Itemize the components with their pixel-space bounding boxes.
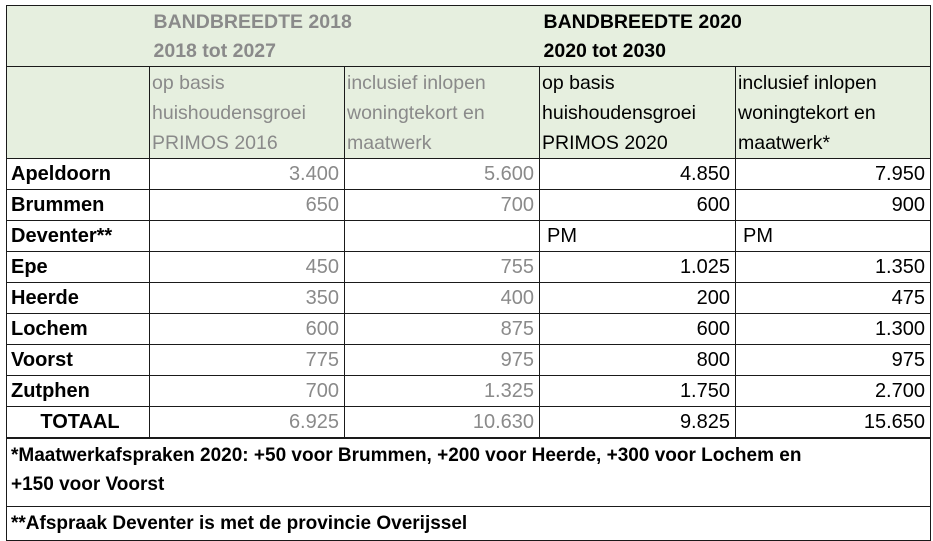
header-sub-c bbox=[540, 67, 736, 159]
sub-c-line1: op basis bbox=[542, 72, 615, 94]
value-2020-basis: 600 bbox=[540, 314, 736, 345]
table-row bbox=[7, 345, 931, 376]
table-row bbox=[7, 376, 931, 407]
value-2018-basis: 700 bbox=[150, 376, 345, 407]
value-2018-basis: 450 bbox=[150, 252, 345, 283]
table-row bbox=[7, 221, 931, 252]
value-2020-inclusief: 975 bbox=[736, 345, 931, 376]
value-2020-inclusief: 2.700 bbox=[736, 376, 931, 407]
bandbreedte-table bbox=[6, 5, 931, 541]
sub-d-line3: maatwerk* bbox=[738, 132, 831, 154]
value-2018-inclusief: 975 bbox=[345, 345, 540, 376]
sub-a-line1: op basis bbox=[152, 72, 225, 94]
value-2018-basis: 650 bbox=[150, 190, 345, 221]
value-2020-inclusief: 900 bbox=[736, 190, 931, 221]
value-2020-inclusief: 475 bbox=[736, 283, 931, 314]
value-2020-basis: 800 bbox=[540, 345, 736, 376]
value-2020-basis: 1.025 bbox=[540, 252, 736, 283]
sub-c-line3: PRIMOS 2020 bbox=[542, 132, 668, 154]
header-2018-period: 2018 tot 2027 bbox=[153, 40, 276, 62]
total-label: TOTAAL bbox=[7, 407, 150, 439]
table-row bbox=[7, 252, 931, 283]
note-maatwerk bbox=[7, 438, 931, 506]
value-2020-inclusief: 7.950 bbox=[736, 159, 931, 190]
value-2018-basis: 600 bbox=[150, 314, 345, 345]
sub-b-line2: woningtekort en bbox=[347, 102, 485, 124]
value-2020-inclusief: 1.300 bbox=[736, 314, 931, 345]
note-deventer: **Afspraak Deventer is met de provincie Overijssel bbox=[7, 506, 931, 540]
header-empty-cell bbox=[7, 6, 150, 67]
header-2018 bbox=[150, 6, 540, 67]
table-row bbox=[7, 314, 931, 345]
row-name: Heerde bbox=[7, 283, 150, 314]
row-name: Epe bbox=[7, 252, 150, 283]
header-sub-d bbox=[736, 67, 931, 159]
value-2018-basis: 350 bbox=[150, 283, 345, 314]
value-2018-inclusief: 875 bbox=[345, 314, 540, 345]
total-row bbox=[7, 407, 931, 439]
value-2020-basis: 200 bbox=[540, 283, 736, 314]
row-name: Apeldoorn bbox=[7, 159, 150, 190]
header-2020 bbox=[540, 6, 931, 67]
bandbreedte-table-container bbox=[6, 5, 930, 541]
header-2020-title: BANDBREEDTE 2020 bbox=[543, 11, 742, 33]
header-2020-period: 2020 tot 2030 bbox=[543, 40, 666, 62]
sub-b-line3: maatwerk bbox=[347, 132, 432, 154]
row-name: Voorst bbox=[7, 345, 150, 376]
row-name: Brummen bbox=[7, 190, 150, 221]
value-2020-basis: PM bbox=[540, 221, 736, 252]
total-2018-basis: 6.925 bbox=[150, 407, 345, 439]
total-2020-inclusief: 15.650 bbox=[736, 407, 931, 439]
value-2020-inclusief: 1.350 bbox=[736, 252, 931, 283]
sub-c-line2: huishoudensgroei bbox=[542, 102, 696, 124]
table-row bbox=[7, 190, 931, 221]
value-2018-inclusief: 400 bbox=[345, 283, 540, 314]
header-sub-row bbox=[7, 67, 931, 159]
value-2020-basis: 1.750 bbox=[540, 376, 736, 407]
value-2020-basis: 600 bbox=[540, 190, 736, 221]
table-row bbox=[7, 283, 931, 314]
value-2018-inclusief: 700 bbox=[345, 190, 540, 221]
sub-d-line2: woningtekort en bbox=[738, 102, 876, 124]
total-2018-inclusief: 10.630 bbox=[345, 407, 540, 439]
header-sub-a bbox=[150, 67, 345, 159]
value-2018-inclusief: 1.325 bbox=[345, 376, 540, 407]
sub-a-line2: huishoudensgroei bbox=[152, 102, 306, 124]
note-row-maatwerk bbox=[7, 438, 931, 506]
sub-b-line1: inclusief inlopen bbox=[347, 72, 486, 94]
value-2018-basis: 3.400 bbox=[150, 159, 345, 190]
header-title-row bbox=[7, 6, 931, 67]
total-2020-basis: 9.825 bbox=[540, 407, 736, 439]
value-2018-inclusief: 755 bbox=[345, 252, 540, 283]
value-2018-inclusief bbox=[345, 221, 540, 252]
sub-a-line3: PRIMOS 2016 bbox=[152, 132, 278, 154]
value-2020-basis: 4.850 bbox=[540, 159, 736, 190]
header-sub-empty bbox=[7, 67, 150, 159]
note-row-deventer bbox=[7, 506, 931, 540]
row-name: Deventer** bbox=[7, 221, 150, 252]
header-sub-b bbox=[345, 67, 540, 159]
row-name: Zutphen bbox=[7, 376, 150, 407]
value-2018-basis: 775 bbox=[150, 345, 345, 376]
note-maatwerk-line2: +150 voor Voorst bbox=[11, 474, 165, 495]
value-2018-inclusief: 5.600 bbox=[345, 159, 540, 190]
row-name: Lochem bbox=[7, 314, 150, 345]
sub-d-line1: inclusief inlopen bbox=[738, 72, 877, 94]
note-maatwerk-line1: *Maatwerkafspraken 2020: +50 voor Brummen, +200 voor Heerde, +300 voor Lochem en bbox=[11, 445, 802, 466]
value-2020-inclusief: PM bbox=[736, 221, 931, 252]
header-2018-title: BANDBREEDTE 2018 bbox=[153, 11, 352, 33]
value-2018-basis bbox=[150, 221, 345, 252]
table-row bbox=[7, 159, 931, 190]
